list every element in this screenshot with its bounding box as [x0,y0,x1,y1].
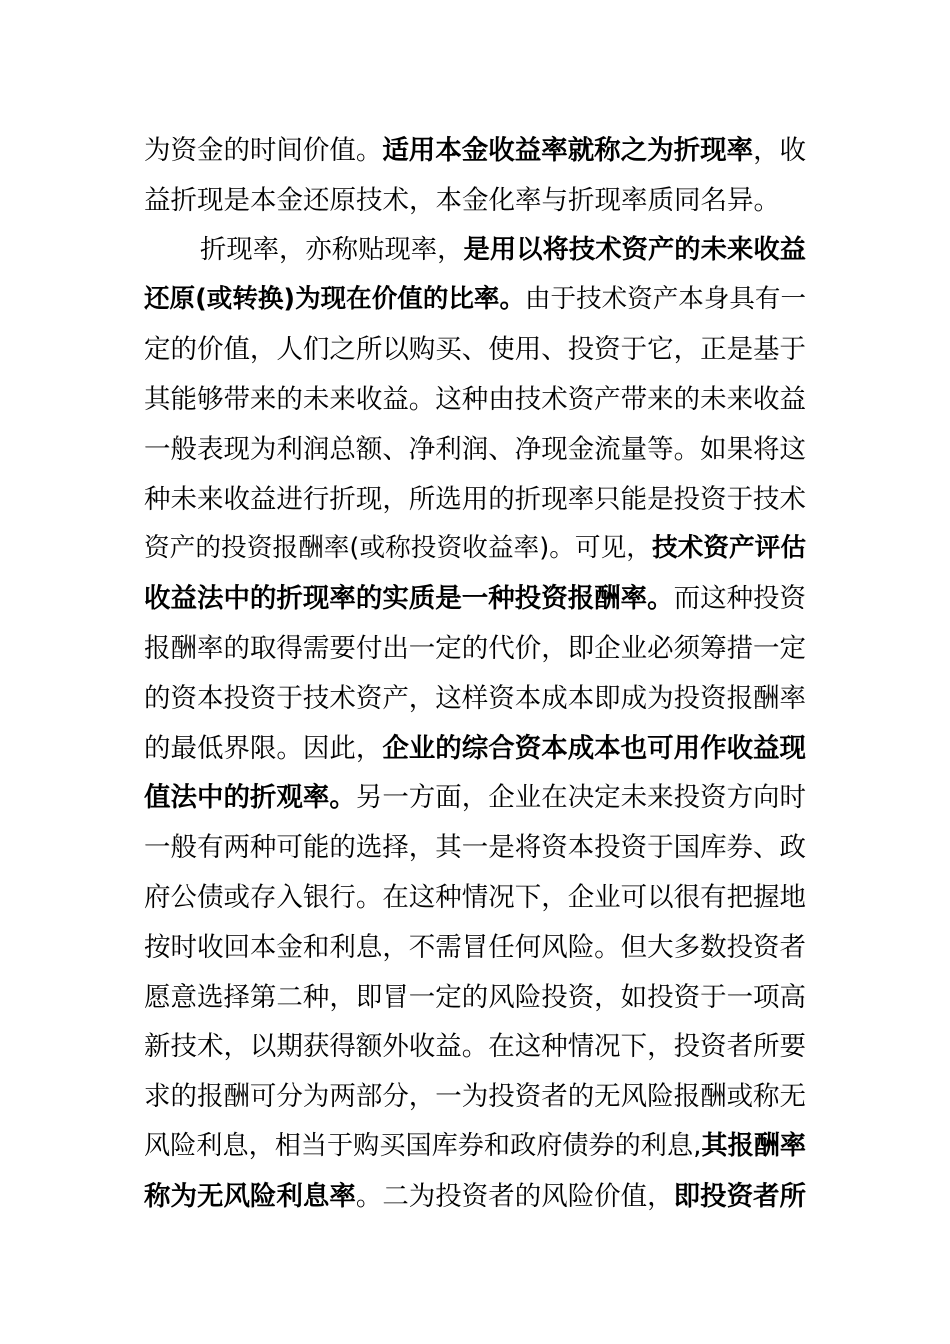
text-line: 府公债或存入银行。在这种情况下，企业可以很有把握地 [144,881,806,913]
text-line: 定的价值，人们之所以购买、使用、投资于它，正是基于 [144,334,806,366]
paragraph-2 [144,226,806,1222]
body-text [144,126,806,1222]
text-line: 资产的投资报酬率(或称投资收益率)。可见，技术资产评估 [144,533,806,564]
text-line: 的资本投资于技术资产，这样资本成本即成为投资报酬率 [144,682,806,714]
text-line: 称为无风险利息率。二为投资者的风险价值，即投资者所 [144,1180,806,1212]
text-line: 折现率，亦称贴现率，是用以将技术资产的未来收益 [200,234,807,265]
text-line: 按时收回本金和利息，不需冒任何风险。但大多数投资者 [144,931,806,963]
text-line: 益折现是本金还原技术，本金化率与折现率质同名异。 [144,184,780,216]
text-line: 值法中的折观率。另一方面，企业在决定未来投资方向时 [144,782,806,814]
text-line: 一般表现为利润总额、净利润、净现金流量等。如果将这 [144,433,806,465]
text-line: 还原(或转换)为现在价值的比率。由于技术资产本身具有一 [144,284,806,315]
text-line: 报酬率的取得需要付出一定的代价，即企业必须筹措一定 [144,632,806,664]
text-line: 求的报酬可分为两部分，一为投资者的无风险报酬或称无 [144,1081,806,1113]
text-line: 为资金的时间价值。适用本金收益率就称之为折现率，收 [144,135,807,166]
text-line: 一般有两种可能的选择，其一是将资本投资于国库券、政 [144,832,806,864]
text-line: 的最低界限。因此，企业的综合资本成本也可用作收益现 [144,732,807,764]
text-line: 新技术，以期获得额外收益。在这种情况下，投资者所要 [144,1031,806,1063]
text-line: 收益法中的折现率的实质是一种投资报酬率。而这种投资 [144,583,806,615]
text-line: 愿意选择第二种，即冒一定的风险投资，如投资于一项高 [144,981,806,1013]
text-line: 风险利息，相当于购买国库券和政府债券的利息,其报酬率 [144,1130,806,1161]
text-line: 种未来收益进行折现，所选用的折现率只能是投资于技术 [144,483,806,515]
paragraph-1 [144,126,806,226]
text-line: 其能够带来的未来收益。这种由技术资产带来的未来收益 [144,383,806,415]
